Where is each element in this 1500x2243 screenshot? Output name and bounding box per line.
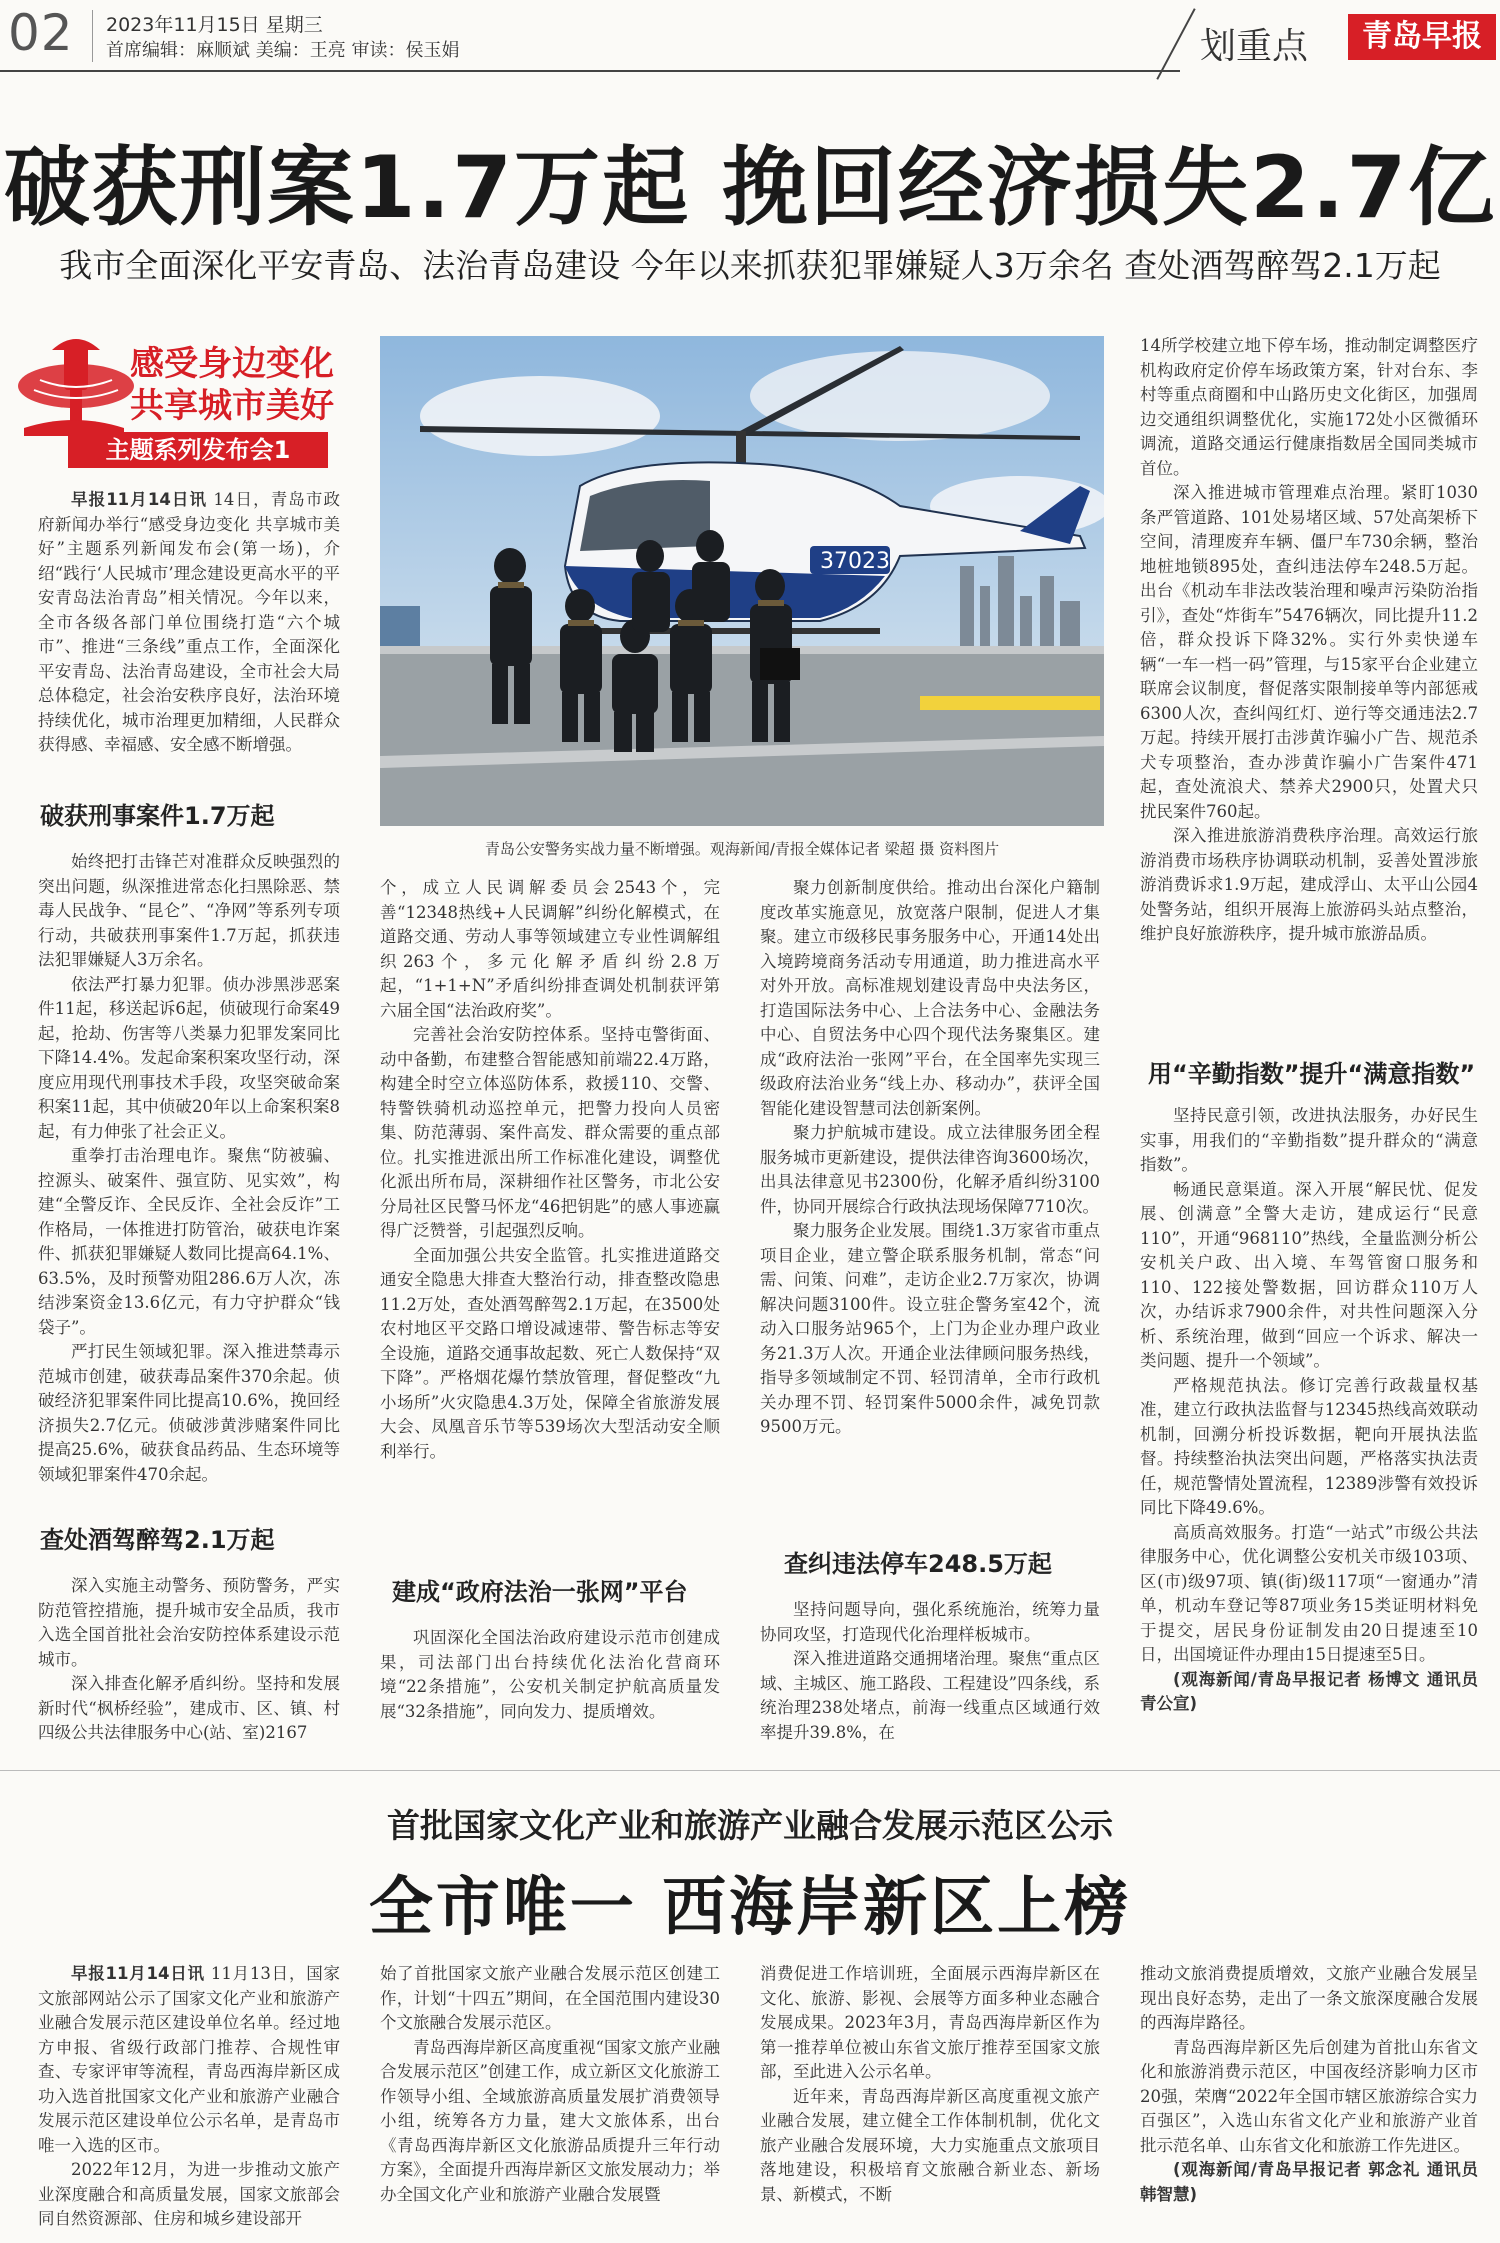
- lead-col1-body: 始终把打击锋芒对准群众反映强烈的突出问题，纵深推进常态化扫黑除恶、禁毒人民战争、“昆仑”、“净网”等系列专项行动，共破获刑事案件1.7万起，抓获违法犯罪嫌疑人3万余名。 依法严打暴力犯罪。侦办涉黑涉恶案件11起，移送起诉6起，侦破现行命案49起，抢劫、伤害等八类暴力犯罪发案同比下降14.4%。发起命案积案攻坚行动，深度应用现代刑事技术手段，攻坚突破命案积案11起，其中侦破20年以上命案积案8起，有力伸张了社会正义。 重拳打击治理电诈。聚焦“防被骗、控源头、破案件、强宣防、见实效”，构建“全警反诈、全民反诈、全社会反诈”工作格局，一体推进打防管治，破获电诈案件、抓获犯罪嫌疑人数同比提高64.1%、63.5%，及时预警劝阻286.6万人次，冻结涉案资金13.6亿元，有力守护群众“钱袋子”。 严打民生领域犯罪。深入推进禁毒示范城市创建，破获毒品案件370余起。侦破经济犯罪案件同比提高10.6%，挽回经济损失2.7亿元。侦破涉黄涉赌案件同比提高25.6%，破获食品药品、生态环境等领域犯罪案件470余起。: [38, 852, 340, 1484]
- second-col3: 消费促进工作培训班，全面展示西海岸新区在文化、旅游、影视、会展等方面多种业态融合发展成果。2023年3月，青岛西海岸新区作为第一推荐单位被山东省文旅厅推荐至国家文旅部，至此进入公示名单。 近年来，青岛西海岸新区高度重视文旅产业融合发展，建立健全工作体制机制，优化文旅产业融合发展环境，大力实施重点文旅项目落地建设，积极培育文旅融合新业态、新场景、新模式，不断: [760, 1964, 1100, 2204]
- page-number: 02: [8, 4, 74, 62]
- lead-col4-body: 14所学校建立地下停车场，推动制定调整医疗机构政府定价停车场政策方案，针对台东、李村等重点商圈和中山路历史文化街区，加强周边交通组织调整优化，实施172处小区微循环调流，道路交通运行健康指数居全国同类城市首位。 深入推进城市管理难点治理。紧盯1030条严管道路、101处易堵区域、57处高架桥下空间，清理废弃车辆、僵尸车730余辆，整治地桩地锁895处，查纠违法停车248.5万起。出台《机动车非法改装治理和噪声污染防治指引》，查处“炸街车”5476辆次，同比提升11.2倍，群众投诉下降32%。实行外卖快递车辆“一车一档一码”管理，与15家平台企业建立联席会议制度，督促落实限制接单等内部惩戒6300人次，查纠闯红灯、逆行等交通违法2.7万起。持续开展打击涉黄诈骗小广告、规范杀犬专项整治，查办涉黄诈骗小广告案件471起，查处流浪犬、禁养犬2900只，处置犬只扰民案件760起。 深入推进旅游消费秩序治理。高效运行旅游消费市场秩序协调联动机制，妥善处置涉旅游消费诉求1.9万起，建成浮山、太平山公园4处警务站，组织开展海上旅游码头站点整治，维护良好旅游秩序，提升城市旅游品质。: [1140, 336, 1478, 943]
- story-divider: [0, 1770, 1500, 1771]
- second-col1: 早报11月14日讯 11月13日，国家文旅部网站公示了国家文化产业和旅游产业融合发展示范区建设单位名单。经过地方申报、省级行政部门推荐、合规性审查、专家评审等流程，青岛西海岸新区成功入选首批国家文化产业和旅游产业融合发展示范区建设单位公示名单，是青岛市唯一入选的区市。 2022年12月，为进一步推动文旅产业深度融合和高质量发展，国家文旅部会同自然资源部、住房和城乡建设部开: [38, 1964, 340, 2228]
- subheading-drunk-driving: 查处酒驾醉驾2.1万起: [40, 1526, 275, 1554]
- lead-col2-body: 个，成立人民调解委员会2543个，完善“12348热线+人民调解”纠纷化解模式，在道路交通、劳动人事等领域建立专业性调解组织263个，多元化解矛盾纠纷2.8万起，“1+1+N”矛盾纠纷排查调处机制获评第六届全国“法治政府奖”。 完善社会治安防控体系。坚持屯警街面、动中备勤，布建整合智能感知前端22.4万路，构建全时空立体巡防体系，救援110、交警、特警铁骑机动巡控单元，把警力投向人员密集、防范薄弱、案件高发、群众需要的重点部位。扎实推进派出所工作标准化建设，调整优化派出所布局，深耕细作社区警务，市北公安分局社区民警马怀龙“46把钥匙”的感人事迹赢得广泛赞誉，引起强烈反响。 全面加强公共安全监管。扎实推进道路交通安全隐患大排查大整治行动，排查整改隐患11.2万处，查处酒驾醉驾2.1万起，在3500处农村地区平交路口增设减速带、警告标志等安全设施，道路交通事故起数、死亡人数保持“双下降”。严格烟花爆竹禁放管理，督促整改“九小场所”火灾隐患4.3万处，保障全省旅游发展大会、凤凰音乐节等539场次大型活动安全顺利举行。: [380, 878, 720, 1461]
- section-name: 划重点: [1200, 26, 1309, 67]
- dateline: 早报11月14日讯: [71, 490, 208, 509]
- lead-col3-tail: 坚持问题导向，强化系统施治，统筹力量协同攻坚，打造现代化治理样板城市。 深入推进道路交通拥堵治理。聚焦“重点区域、主城区、施工路段、工程建设”四条线，系统治理238处堵点，前海一线重点区域通行效率提升39.8%，在: [760, 1600, 1100, 1742]
- second-col4: 推动文旅消费提质增效，文旅产业融合发展呈现出良好态势，走出了一条文旅深度融合发展的西海岸路径。 青岛西海岸新区先后创建为首批山东省文化和旅游消费示范区，中国夜经济影响力区市20强，荣膺“2022年全国市辖区旅游综合实力百强区”，入选山东省文化产业和旅游产业首批示范名单、山东省文化和旅游工作先进区。 (观海新闻/青岛早报记者 郭念礼 通讯员 韩智慧): [1140, 1962, 1478, 2243]
- lead-col1-tail: 深入实施主动警务、预防警务，严实防范管控措施，提升城市安全品质，我市入选全国首批社会治安防控体系建设示范城市。 深入排查化解矛盾纠纷。坚持和发展新时代“枫桥经验”，建成市、区、镇、村四级公共法律服务中心(站、室)2167: [38, 1576, 340, 1742]
- editor-credits: 首席编辑：麻顺斌 美编：王亮 审读：侯玉娟: [106, 40, 460, 61]
- lead-headline: 破获刑案1.7万起 挽回经济损失2.7亿: [3, 138, 1497, 238]
- header-rule: [0, 70, 1180, 72]
- lead-col4-tail: 坚持民意引领，改进执法服务，办好民生实事，用我们的“辛勤指数”提升群众的“满意指数”。 畅通民意渠道。深入开展“解民忧、促发展、创满意”全警大走访，建成运行“民意110”，开通“968110”热线，全量监测分析公安机关户政、出入境、车驾管窗口服务和110、122接处警数据，回访群众110万人次，办结诉求7900余件，对共性问题深入分析、系统治理，做到“回应一个诉求、解决一类问题、提升一个领域”。 严格规范执法。修订完善行政裁量权基准，建立行政执法监督与12345热线高效联动机制，回溯分析投诉数据，靶向开展执法监督。持续整治执法突出问题，严格落实执法责任，规范警情处置流程，12389涉警有效投诉同比下降49.6%。 高质高效服务。打造“一站式”市级公共法律服务中心，优化调整公安机关市级103项、区(市)级97项、镇(街)级117项“一窗通办”清单，机动车登记等87项业务15类证明材料免于提交，居民身份证制发由20日提速至10日，出国境证件办理由15日提速至5日。 (观海新闻/青岛早报记者 杨博文 通讯员 青公宣): [1140, 1104, 1478, 1754]
- second-dateline: 早报11月14日讯: [71, 1964, 205, 1983]
- photo-caption: 青岛公安警务实战力量不断增强。观海新闻/青报全媒体记者 梁超 摄 资料图片: [484, 840, 1000, 858]
- lead-col3-body: 聚力创新制度供给。推动出台深化户籍制度改革实施意见，放宽落户限制，促进人才集聚。建立市级移民事务服务中心，开通14处出入境跨境商务活动专用通道，助力推进高水平对外开放。高标准规划建设青岛中央法务区，打造国际法务中心、上合法务中心、金融法务中心、自贸法务中心四个现代法务聚集区。建成“政府法治一张网”平台，在全国率先实现三级政府法治业务“线上办、移动办”，获评全国智能化建设智慧司法创新案例。 聚力护航城市建设。成立法律服务团全程服务城市更新建设，提供法律咨询3600场次，出具法律意见书2300份，化解矛盾纠纷3100件，协同开展综合行政执法现场保障7710次。 聚力服务企业发展。围绕1.3万家省市重点项目企业，建立警企联系服务机制，常态“问需、问策、问难”，走访企业2.7万家次，协调解决问题3100件。设立驻企警务室42个，流动入口服务站965个，上门为企业办理户政业务21.3万人次。开通企业法律顾问服务热线，指导多领域制定不罚、轻罚清单，全市行政机关办理不罚、轻罚案件5000余件，减免罚款9500万元。: [760, 878, 1100, 1436]
- header-divider: [92, 10, 93, 62]
- police-helicopter-photo: [380, 336, 1104, 826]
- second-kicker: 首批国家文化产业和旅游产业融合发展示范区公示: [387, 1806, 1113, 1845]
- issue-date: 2023年11月15日 星期三: [106, 14, 323, 36]
- second-col2: 始了首批国家文旅产业融合发展示范区创建工作，计划“十四五”期间，在全国范围内建设30个文旅融合发展示范区。 青岛西海岸新区高度重视“国家文旅产业融合发展示范区”创建工作，成立新区文化旅游工作领导小组、全域旅游高质量发展扩消费领导小组，统筹各方力量，建大文旅体系，出台《青岛西海岸新区文化旅游品质提升三年行动方案》，全面提升西海岸新区文旅发展动力；举办全国文化产业和旅游产业融合发展暨: [380, 1964, 720, 2204]
- lead-col2-tail: 巩固深化全国法治政府建设示范市创建成果，司法部门出台持续优化法治化营商环境“22条措施”，公安机关制定护航高质量发展“32条措施”，同向发力、提质增效。: [380, 1628, 720, 1721]
- paper-logo: 青岛早报: [1348, 14, 1496, 60]
- lead-col1-intro: 早报11月14日讯 14日，青岛市政府新闻办举行“感受身边变化 共享城市美好”主题系列新闻发布会(第一场)，介绍“践行‘人民城市’理念建设更高水平的平安青岛法治青岛”相关情况。今年以来，全市各级各部门单位围绕打造“六个城市”、推进“三条线”重点工作，全面深化平安青岛、法治青岛建设，全市社会大局总体稳定，社会治安秩序良好，法治环境持续优化，城市治理更加精细，人民群众获得感、幸福感、安全感不断增强。: [38, 490, 340, 754]
- lead-byline: (观海新闻/青岛早报记者 杨博文 通讯员 青公宣): [1140, 1669, 1478, 1713]
- series-tag: 主题系列发布会1: [68, 432, 328, 468]
- second-byline: (观海新闻/青岛早报记者 郭念礼 通讯员 韩智慧): [1140, 2160, 1478, 2204]
- series-title-line1: 感受身边变化: [130, 344, 334, 384]
- series-title-line2: 共享城市美好: [130, 386, 334, 426]
- subheading-diligence-index: 用“辛勤指数”提升“满意指数”: [1148, 1060, 1476, 1088]
- subheading-law-platform: 建成“政府法治一张网”平台: [392, 1578, 688, 1606]
- helicopter-number: 37023: [820, 549, 890, 574]
- lead-subhead: 我市全面深化平安青岛、法治青岛建设 今年以来抓获犯罪嫌疑人3万余名 查处酒驾醉驾2.1万起: [59, 246, 1441, 285]
- subheading-crime-cases: 破获刑事案件1.7万起: [40, 802, 275, 830]
- second-headline: 全市唯一 西海岸新区上榜: [368, 1871, 1132, 1945]
- subheading-illegal-parking: 查纠违法停车248.5万起: [784, 1550, 1052, 1578]
